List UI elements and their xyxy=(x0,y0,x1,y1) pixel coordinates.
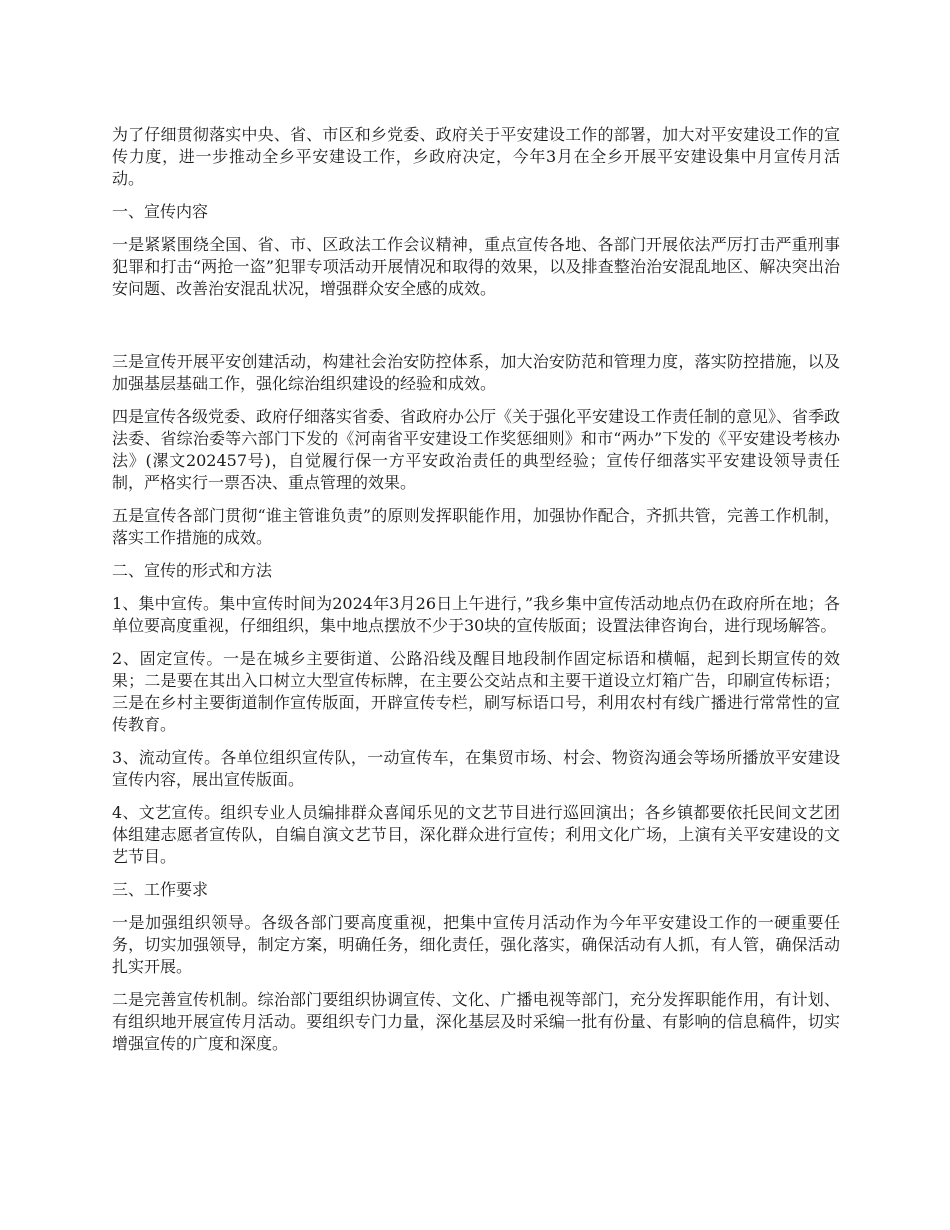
paragraph-method-1: 1、集中宣传。集中宣传时间为2024年3月26日上午进行，”我乡集中宣传活动地点仍在政府所在地；各单位要高度重视，仔细组织，集中地点摆放不少于30块的宣传版面；设置法律咨询台，进行现场解答。 xyxy=(112,594,840,635)
paragraph-content-5: 五是宣传各部门贯彻“谁主管谁负责”的原则发挥职能作用，加强协作配合，齐抓共管，完善工作机制，落实工作措施的成效。 xyxy=(112,506,840,547)
section-heading-requirements: 三、工作要求 xyxy=(112,880,209,899)
document-body xyxy=(112,124,840,1066)
paragraph-content-3: 三是宣传开展平安创建活动，构建社会治安防控体系，加大治安防范和管理力度，落实防控措施，以及加强基层基础工作，强化综治组织建设的经验和成效。 xyxy=(112,352,840,393)
paragraph-requirement-2: 二是完善宣传机制。综治部门要组织协调宣传、文化、广播电视等部门，充分发挥职能作用，有计划、有组织地开展宣传月活动。要组织专门力量，深化基层及时采编一批有份量、有影响的信息稿件，切实增强宣传的广度和深度。 xyxy=(112,990,840,1053)
paragraph-method-4: 4、文艺宣传。组织专业人员编排群众喜闻乐见的文艺节目进行巡回演出；各乡镇都要依托民间文艺团体组建志愿者宣传队，自编自演文艺节目，深化群众进行宣传；利用文化广场，上演有关平安建设的文艺节目。 xyxy=(112,803,840,866)
paragraph-method-3: 3、流动宣传。各单位组织宣传队，一动宣传车，在集贸市场、村会、物资沟通会等场所播放平安建设宣传内容，展出宣传版面。 xyxy=(112,748,840,789)
section-heading-methods: 二、宣传的形式和方法 xyxy=(112,561,273,580)
blank-gap xyxy=(112,311,840,351)
intro-paragraph: 为了仔细贯彻落实中央、省、市区和乡党委、政府关于平安建设工作的部署，加大对平安建设工作的宣传力度，进一步推动全乡平安建设工作，乡政府决定，今年3月在全乡开展平安建设集中月宣传月活动。 xyxy=(112,125,840,188)
paragraph-requirement-1: 一是加强组织领导。各级各部门要高度重视，把集中宣传月活动作为今年平安建设工作的一硬重要任务，切实加强领导，制定方案，明确任务，细化责任，强化落实，确保活动有人抓，有人管，确保活动扎实开展。 xyxy=(112,913,840,976)
section-heading-content: 一、宣传内容 xyxy=(112,202,209,221)
paragraph-content-4: 四是宣传各级党委、政府仔细落实省委、省政府办公厅《关于强化平安建设工作责任制的意见》、省季政法委、省综治委等六部门下发的《河南省平安建设工作奖惩细则》和市“两办”下发的《平安建设考核办法》(漯文202457号)，自觉履行保一方平安政治责任的典型经验；宣传仔细落实平安建设领导责任制，严格实行一票否决、重点管理的效果。 xyxy=(112,407,841,492)
paragraph-content-1: 一是紧紧围绕全国、省、市、区政法工作会议精神，重点宣传各地、各部门开展依法严厉打击严重刑事犯罪和打击“两抢一盗”犯罪专项活动开展情况和取得的效果，以及排查整治治安混乱地区、解决突出治安问题、改善治安混乱状况，增强群众安全感的成效。 xyxy=(112,235,840,298)
paragraph-method-2: 2、固定宣传。一是在城乡主要街道、公路沿线及醒目地段制作固定标语和横幅，起到长期宣传的效果；二是要在其出入口树立大型宣传标牌，在主要公交站点和主要干道设立灯箱广告，印刷宣传标语；三是在乡村主要街道制作宣传版面，开辟宣传专栏，刷写标语口号，利用农村有线广播进行常常性的宣传教育。 xyxy=(112,649,840,734)
